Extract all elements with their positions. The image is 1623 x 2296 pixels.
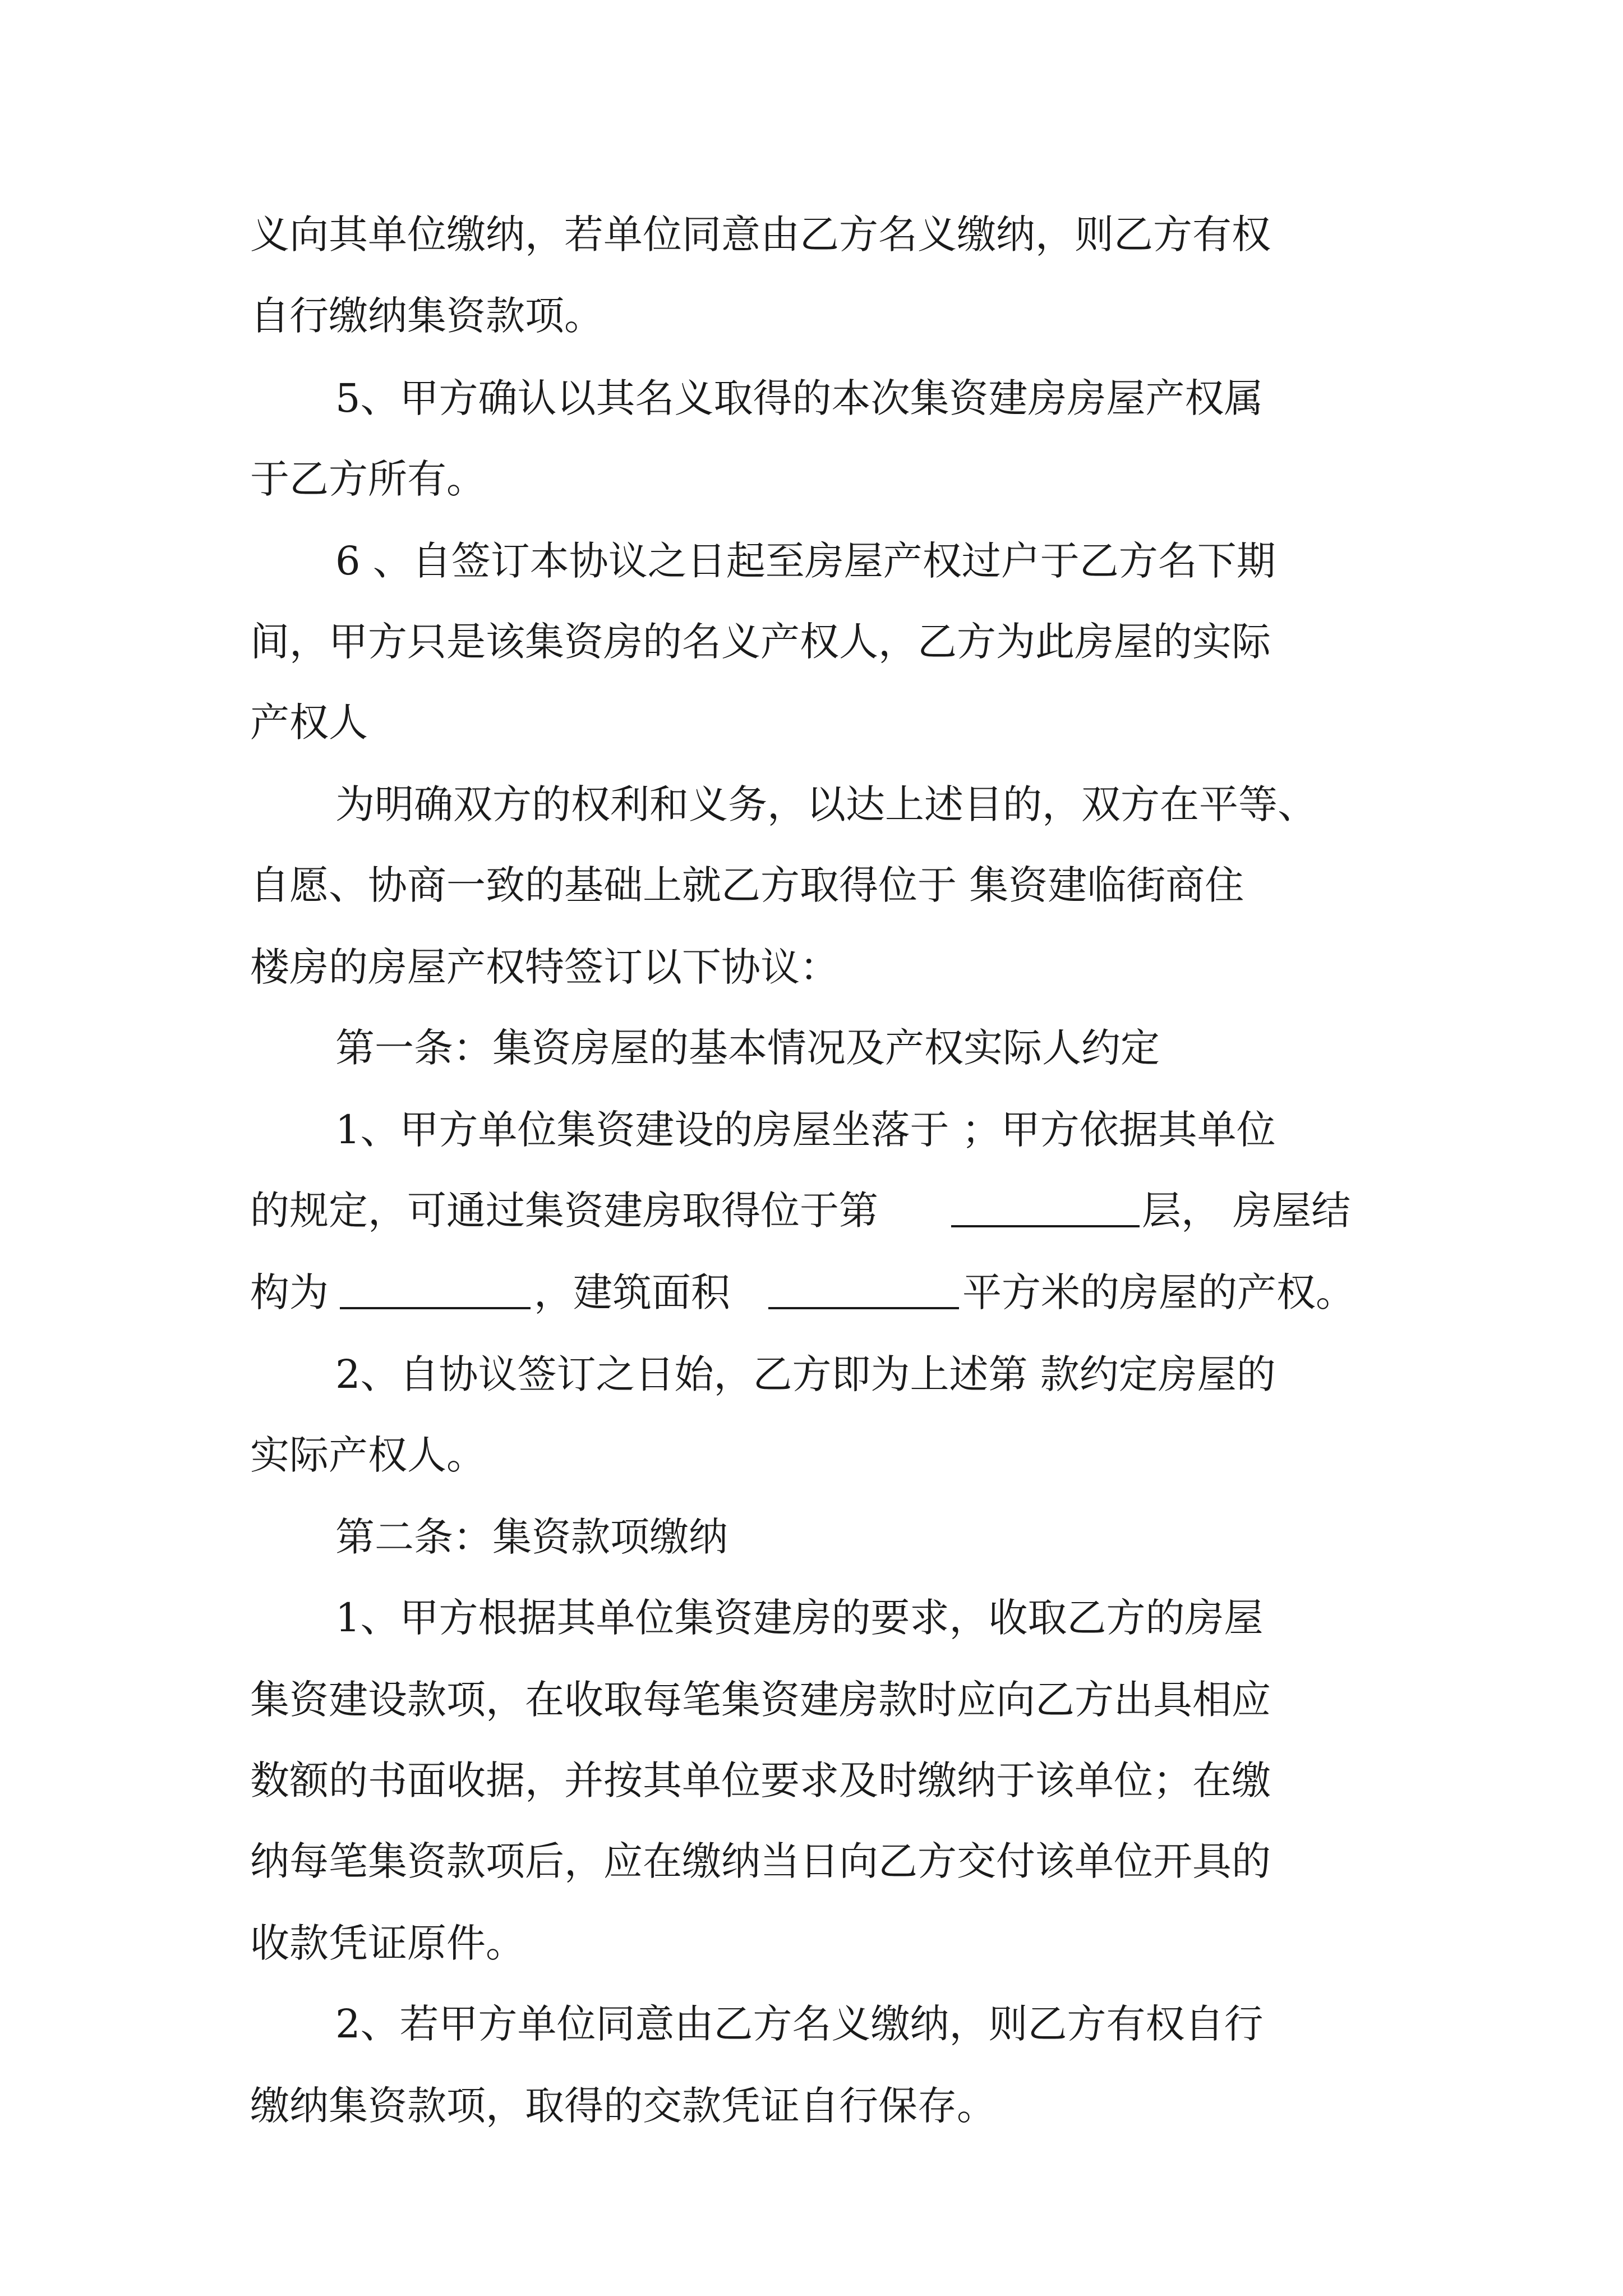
fill-in-blank-structure bbox=[340, 1266, 531, 1309]
line-text: 间，甲方只是该集资房的名义产权人，乙方为此房屋的实际 bbox=[250, 619, 1271, 665]
heading-text: 第一条：集资房屋的基本情况及产权实际人约定 bbox=[335, 1025, 1160, 1071]
line-text: 6 、自签订本协议之日起至房屋产权过户于乙方名下期 bbox=[335, 538, 1276, 584]
line-text: 为明确双方的权利和义务，以达上述目的，双方在平等、 bbox=[335, 781, 1317, 827]
line-text: 1、甲方单位集资建设的房屋坐落于 ；甲方依据其单位 bbox=[335, 1107, 1276, 1153]
line-text: 5、甲方确认以其名义取得的本次集资建房房屋产权属 bbox=[335, 375, 1264, 421]
heading-text: 第二条：集资款项缴纳 bbox=[335, 1514, 728, 1560]
line-text: 数额的书面收据，并按其单位要求及时缴纳于该单位；在缴 bbox=[250, 1757, 1271, 1803]
line-text: 实际产权人。 bbox=[250, 1432, 486, 1478]
fill-in-blank-floor bbox=[951, 1184, 1140, 1227]
line-text: 的规定，可通过集资建房取得位于第 bbox=[250, 1188, 878, 1234]
line-text: 2、若甲方单位同意由乙方名义缴纳，则乙方有权自行 bbox=[335, 2001, 1264, 2047]
line-text: 缴纳集资款项，取得的交款凭证自行保存。 bbox=[250, 2083, 996, 2129]
line-text: 产权人 bbox=[250, 700, 368, 746]
line-text: 于乙方所有。 bbox=[250, 456, 486, 502]
line-text: 自行缴纳集资款项。 bbox=[250, 293, 603, 339]
line-text: 义向其单位缴纳，若单位同意由乙方名义缴纳，则乙方有权 bbox=[250, 211, 1271, 257]
line-text: ，建筑面积 bbox=[534, 1269, 730, 1315]
line-text: 集资建设款项，在收取每笔集资建房款时应向乙方出具相应 bbox=[250, 1677, 1271, 1723]
line-text: 层， 房屋结 bbox=[1142, 1188, 1351, 1234]
line-text: 1、甲方根据其单位集资建房的要求，收取乙方的房屋 bbox=[335, 1595, 1264, 1641]
fill-in-blank-area bbox=[768, 1266, 959, 1309]
line-text: 平方米的房屋的产权。 bbox=[962, 1269, 1355, 1315]
line-text: 自愿、协商一致的基础上就乙方取得位于 集资建临街商住 bbox=[250, 862, 1244, 908]
line-text: 构为 bbox=[250, 1269, 329, 1315]
line-text: 楼房的房屋产权特签订以下协议： bbox=[250, 944, 839, 990]
line-text: 2、自协议签订之日始，乙方即为上述第 款约定房屋的 bbox=[335, 1351, 1276, 1397]
line-text: 纳每笔集资款项后，应在缴纳当日向乙方交付该单位开具的 bbox=[250, 1838, 1271, 1884]
line-text: 收款凭证原件。 bbox=[250, 1920, 525, 1966]
